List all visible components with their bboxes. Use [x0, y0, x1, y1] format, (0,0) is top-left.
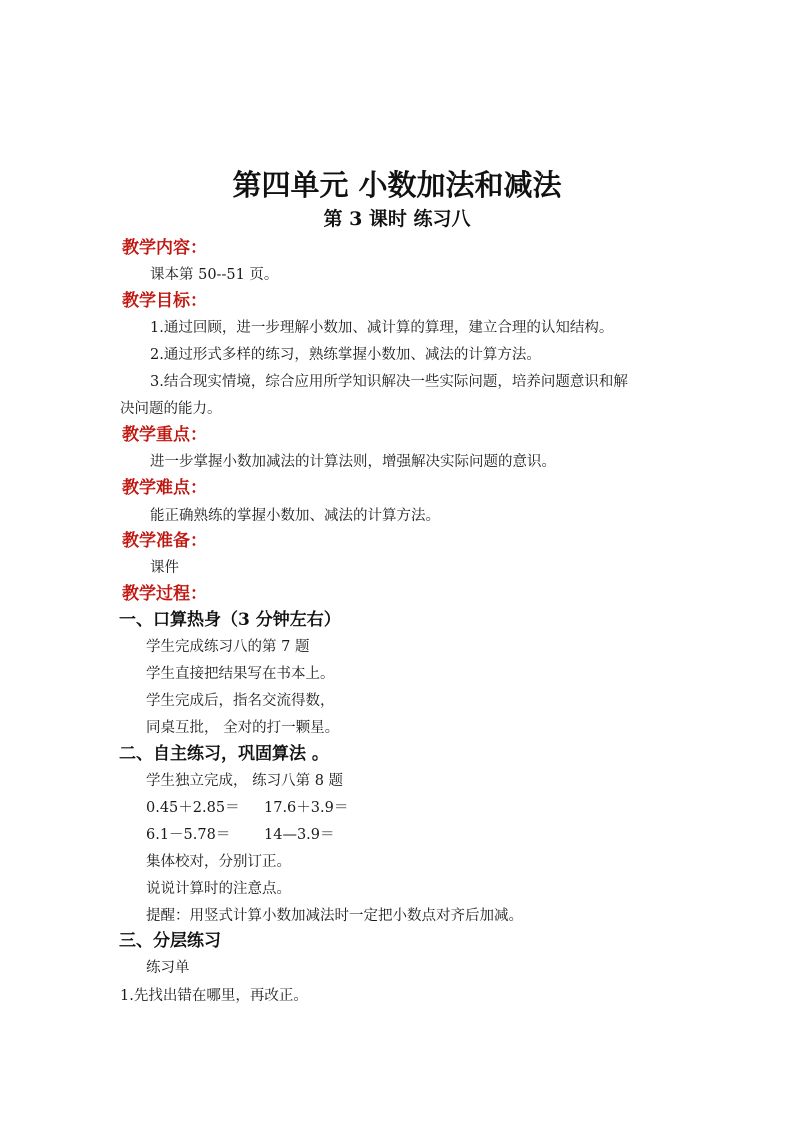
section-3-title: 三、分层练习: [119, 931, 221, 951]
calc-expression-2: 17.6＋3.9＝: [264, 800, 349, 816]
section-1-line-4: 同桌互批， 全对的打一颗星。: [146, 720, 340, 736]
section-1-line-2: 学生直接把结果写在书本上。: [146, 666, 335, 682]
content-text: 课本第 50--51 页。: [150, 267, 279, 283]
section-2-line-2: 集体校对，分别订正。: [146, 854, 291, 870]
goal-item-3-continued: 决问题的能力。: [120, 401, 222, 417]
goal-item-3: 3.结合现实情境，综合应用所学知识解决一些实际问题，培养问题意识和解: [150, 374, 628, 390]
section-1-line-1: 学生完成练习八的第 7 题: [146, 639, 310, 655]
key-points-text: 进一步掌握小数加减法的计算法则，增强解决实际问题的意识。: [150, 454, 556, 470]
section-2-reminder: 提醒：用竖式计算小数加减法时一定把小数点对齐后加减。: [146, 908, 523, 924]
difficulty-heading: 教学难点：: [122, 478, 207, 498]
calc-expression-4: 14—3.9＝: [264, 827, 335, 843]
key-points-heading: 教学重点：: [122, 425, 207, 445]
exercise-1-instruction: 1.先找出错在哪里，再改正。: [120, 988, 308, 1004]
calc-expression-1: 0.45＋2.85＝: [146, 800, 240, 816]
section-2-line-1: 学生独立完成， 练习八第 8 题: [146, 773, 344, 789]
section-3-line-1: 练习单: [146, 960, 190, 976]
document-title: 第四单元 小数加法和减法: [232, 168, 562, 202]
goals-heading: 教学目标：: [122, 291, 207, 311]
section-2-line-3: 说说计算时的注意点。: [146, 881, 291, 897]
section-1-title: 一、口算热身（3 分钟左右）: [119, 610, 341, 630]
content-heading: 教学内容：: [122, 238, 207, 258]
difficulty-text: 能正确熟练的掌握小数加、减法的计算方法。: [150, 508, 440, 524]
goal-item-1: 1.通过回顾，进一步理解小数加、减计算的算理，建立合理的认知结构。: [150, 320, 614, 336]
section-2-title: 二、自主练习，巩固算法 。: [119, 744, 329, 764]
goal-item-2: 2.通过形式多样的练习，熟练掌握小数加、减法的计算方法。: [150, 347, 541, 363]
calc-expression-3: 6.1－5.78＝: [146, 827, 231, 843]
preparation-heading: 教学准备：: [122, 531, 207, 551]
section-1-line-3: 学生完成后，指名交流得数，: [146, 693, 335, 709]
process-heading: 教学过程：: [122, 584, 207, 604]
lesson-subtitle: 第 3 课时 练习八: [323, 208, 471, 230]
preparation-text: 课件: [150, 560, 179, 576]
